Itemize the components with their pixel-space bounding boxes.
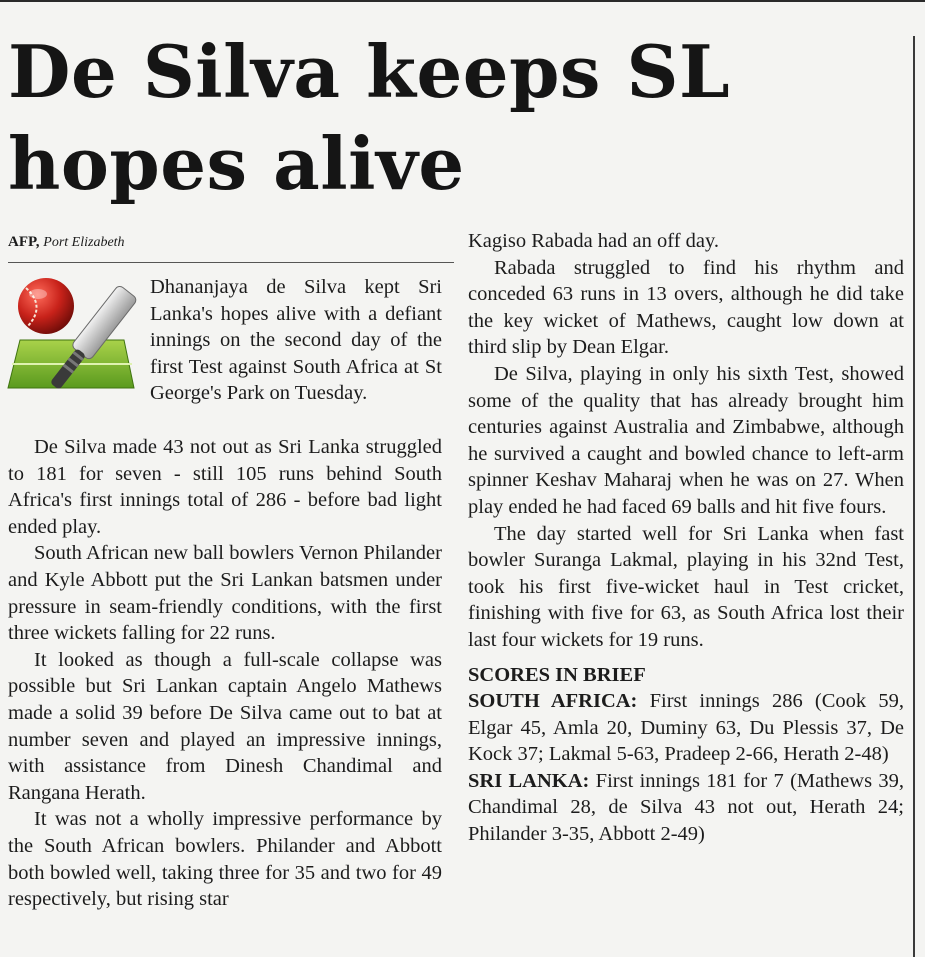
article-column-left	[8, 434, 442, 913]
cricket-ball-bat-icon	[6, 270, 146, 410]
headline: De Silva keeps SL hopes alive	[8, 29, 731, 206]
scores-south-africa	[468, 688, 904, 768]
article-paragraph: Dhananjaya de Silva kept Sri Lanka's hopes alive with a defiant innings on the second day of the first Test against South Africa at St George's Park on Tuesday.	[150, 276, 442, 405]
scores-text: First innings 181 for 7 (Mathews 39, Chandimal 28, de Silva 43 not out, Herath 24; Philander 3-35, Abbott 2-49)	[468, 769, 904, 846]
byline-rule	[8, 262, 454, 263]
article-column-intro	[150, 274, 442, 407]
scores-heading: SCORES IN BRIEF	[468, 663, 646, 686]
scores-text: First innings 286 (Cook 59, Elgar 45, Amla 20, Duminy 63, Du Plessis 37, De Kock 37; Lakmal 5-63, Pradeep 2-66, Herath 2-48)	[468, 690, 904, 766]
top-rule	[0, 0, 925, 2]
article-paragraph: South African new ball bowlers Vernon Philander and Kyle Abbott put the Sri Lankan batsmen under pressure in seam-friendly conditions, with the first three wickets falling for 22 runs.	[8, 542, 442, 645]
article-paragraph: The day started well for Sri Lanka when fast bowler Suranga Lakmal, playing in his 32nd Test, took his first five-wicket haul in Test cricket, finishing with five for 63, as South Africa lost their last four wickets for 19 runs.	[468, 522, 904, 651]
article-paragraph: It was not a wholly impressive performance by the South African bowlers. Philander and Abbott both bowled well, taking three for 35 and two for 49 respectively, but rising star	[8, 808, 442, 911]
scores-team-label: SOUTH AFRICA:	[468, 690, 638, 713]
article-paragraph: Rabada struggled to find his rhythm and conceded 63 runs in 13 overs, although he did take the key wicket of Mathews, caught low down at third slip by Dean Elgar.	[468, 256, 904, 359]
article-paragraph: It looked as though a full-scale collapse was possible but Sri Lankan captain Angelo Mathews made a solid 39 before De Silva came out to bat at number seven and played an impressive innings, with assistance from Dinesh Chandimal and Rangana Herath.	[8, 648, 442, 804]
article-column-right	[468, 228, 904, 848]
article-paragraph: Kagiso Rabada had an off day.	[468, 230, 720, 252]
scores-team-label: SRI LANKA:	[468, 769, 590, 792]
byline-place: Port Elizabeth	[43, 235, 125, 250]
column-rule	[913, 36, 915, 957]
byline	[8, 234, 125, 251]
article-paragraph: De Silva made 43 not out as Sri Lanka struggled to 181 for seven - still 105 runs behind South Africa's first innings total of 286 - before bad light ended play.	[8, 436, 442, 538]
scores-sri-lanka	[468, 768, 904, 848]
article-paragraph: De Silva, playing in only his sixth Test, showed some of the quality that has already brought him centuries against Australia and Zimbabwe, although he survived a caught and bowled chance to left-arm spinner Keshav Maharaj when he was on 27. When play ended he had faced 69 balls and hit five fours.	[468, 362, 904, 518]
byline-agency: AFP,	[8, 234, 40, 250]
